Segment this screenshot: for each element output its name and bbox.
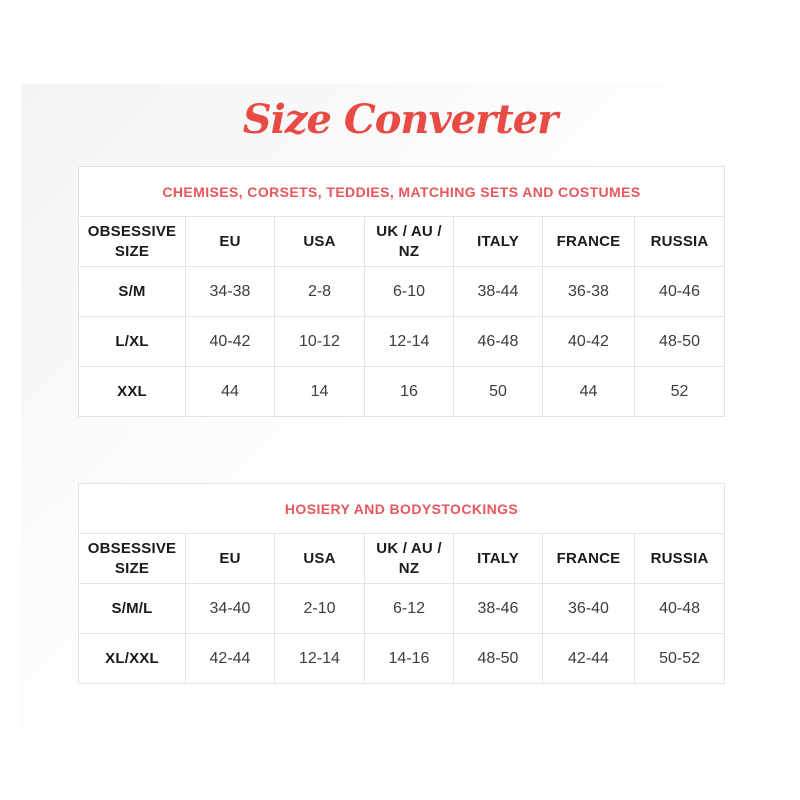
column-header: EU (186, 534, 275, 584)
size-row-label: XL/XXL (79, 634, 186, 684)
size-row-label: S/M (79, 267, 186, 317)
size-value-cell: 42-44 (543, 634, 635, 684)
column-header-row (79, 534, 725, 584)
size-value-cell: 40-46 (635, 267, 725, 317)
column-header: FRANCE (543, 217, 635, 267)
size-row (79, 267, 725, 317)
size-row-label: XXL (79, 367, 186, 417)
size-value-cell: 2-10 (275, 584, 365, 634)
column-header: USA (275, 217, 365, 267)
size-value-cell: 44 (186, 367, 275, 417)
size-value-cell: 6-10 (365, 267, 454, 317)
column-header: OBSESSIVE SIZE (79, 534, 186, 584)
size-table-hosiery (78, 483, 725, 684)
size-value-cell: 40-48 (635, 584, 725, 634)
size-value-cell: 44 (543, 367, 635, 417)
column-header: ITALY (454, 217, 543, 267)
table-caption-row (79, 167, 725, 217)
size-value-cell: 50-52 (635, 634, 725, 684)
size-value-cell: 40-42 (543, 317, 635, 367)
size-value-cell: 38-46 (454, 584, 543, 634)
table-caption: CHEMISES, CORSETS, TEDDIES, MATCHING SETS AND COSTUMES (79, 167, 725, 217)
size-value-cell: 36-38 (543, 267, 635, 317)
size-value-cell: 50 (454, 367, 543, 417)
size-value-cell: 14-16 (365, 634, 454, 684)
size-value-cell: 34-38 (186, 267, 275, 317)
size-value-cell: 2-8 (275, 267, 365, 317)
size-value-cell: 48-50 (454, 634, 543, 684)
column-header: EU (186, 217, 275, 267)
size-row-label: L/XL (79, 317, 186, 367)
size-row (79, 634, 725, 684)
column-header: UK / AU / NZ (365, 534, 454, 584)
size-value-cell: 6-12 (365, 584, 454, 634)
size-value-cell: 12-14 (365, 317, 454, 367)
size-value-cell: 42-44 (186, 634, 275, 684)
size-value-cell: 48-50 (635, 317, 725, 367)
column-header: RUSSIA (635, 217, 725, 267)
size-value-cell: 16 (365, 367, 454, 417)
size-value-cell: 38-44 (454, 267, 543, 317)
page-title: Size Converter (242, 96, 558, 143)
size-value-cell: 14 (275, 367, 365, 417)
column-header: ITALY (454, 534, 543, 584)
size-row (79, 367, 725, 417)
size-value-cell: 34-40 (186, 584, 275, 634)
column-header: UK / AU / NZ (365, 217, 454, 267)
size-row (79, 317, 725, 367)
column-header-row (79, 217, 725, 267)
size-row-label: S/M/L (79, 584, 186, 634)
size-value-cell: 36-40 (543, 584, 635, 634)
size-value-cell: 40-42 (186, 317, 275, 367)
size-value-cell: 12-14 (275, 634, 365, 684)
column-header: USA (275, 534, 365, 584)
table-caption-row (79, 484, 725, 534)
column-header: OBSESSIVE SIZE (79, 217, 186, 267)
column-header: RUSSIA (635, 534, 725, 584)
size-table-chemises (78, 166, 725, 417)
column-header: FRANCE (543, 534, 635, 584)
size-value-cell: 52 (635, 367, 725, 417)
size-value-cell: 10-12 (275, 317, 365, 367)
size-value-cell: 46-48 (454, 317, 543, 367)
table-caption: HOSIERY AND BODYSTOCKINGS (79, 484, 725, 534)
size-row (79, 584, 725, 634)
